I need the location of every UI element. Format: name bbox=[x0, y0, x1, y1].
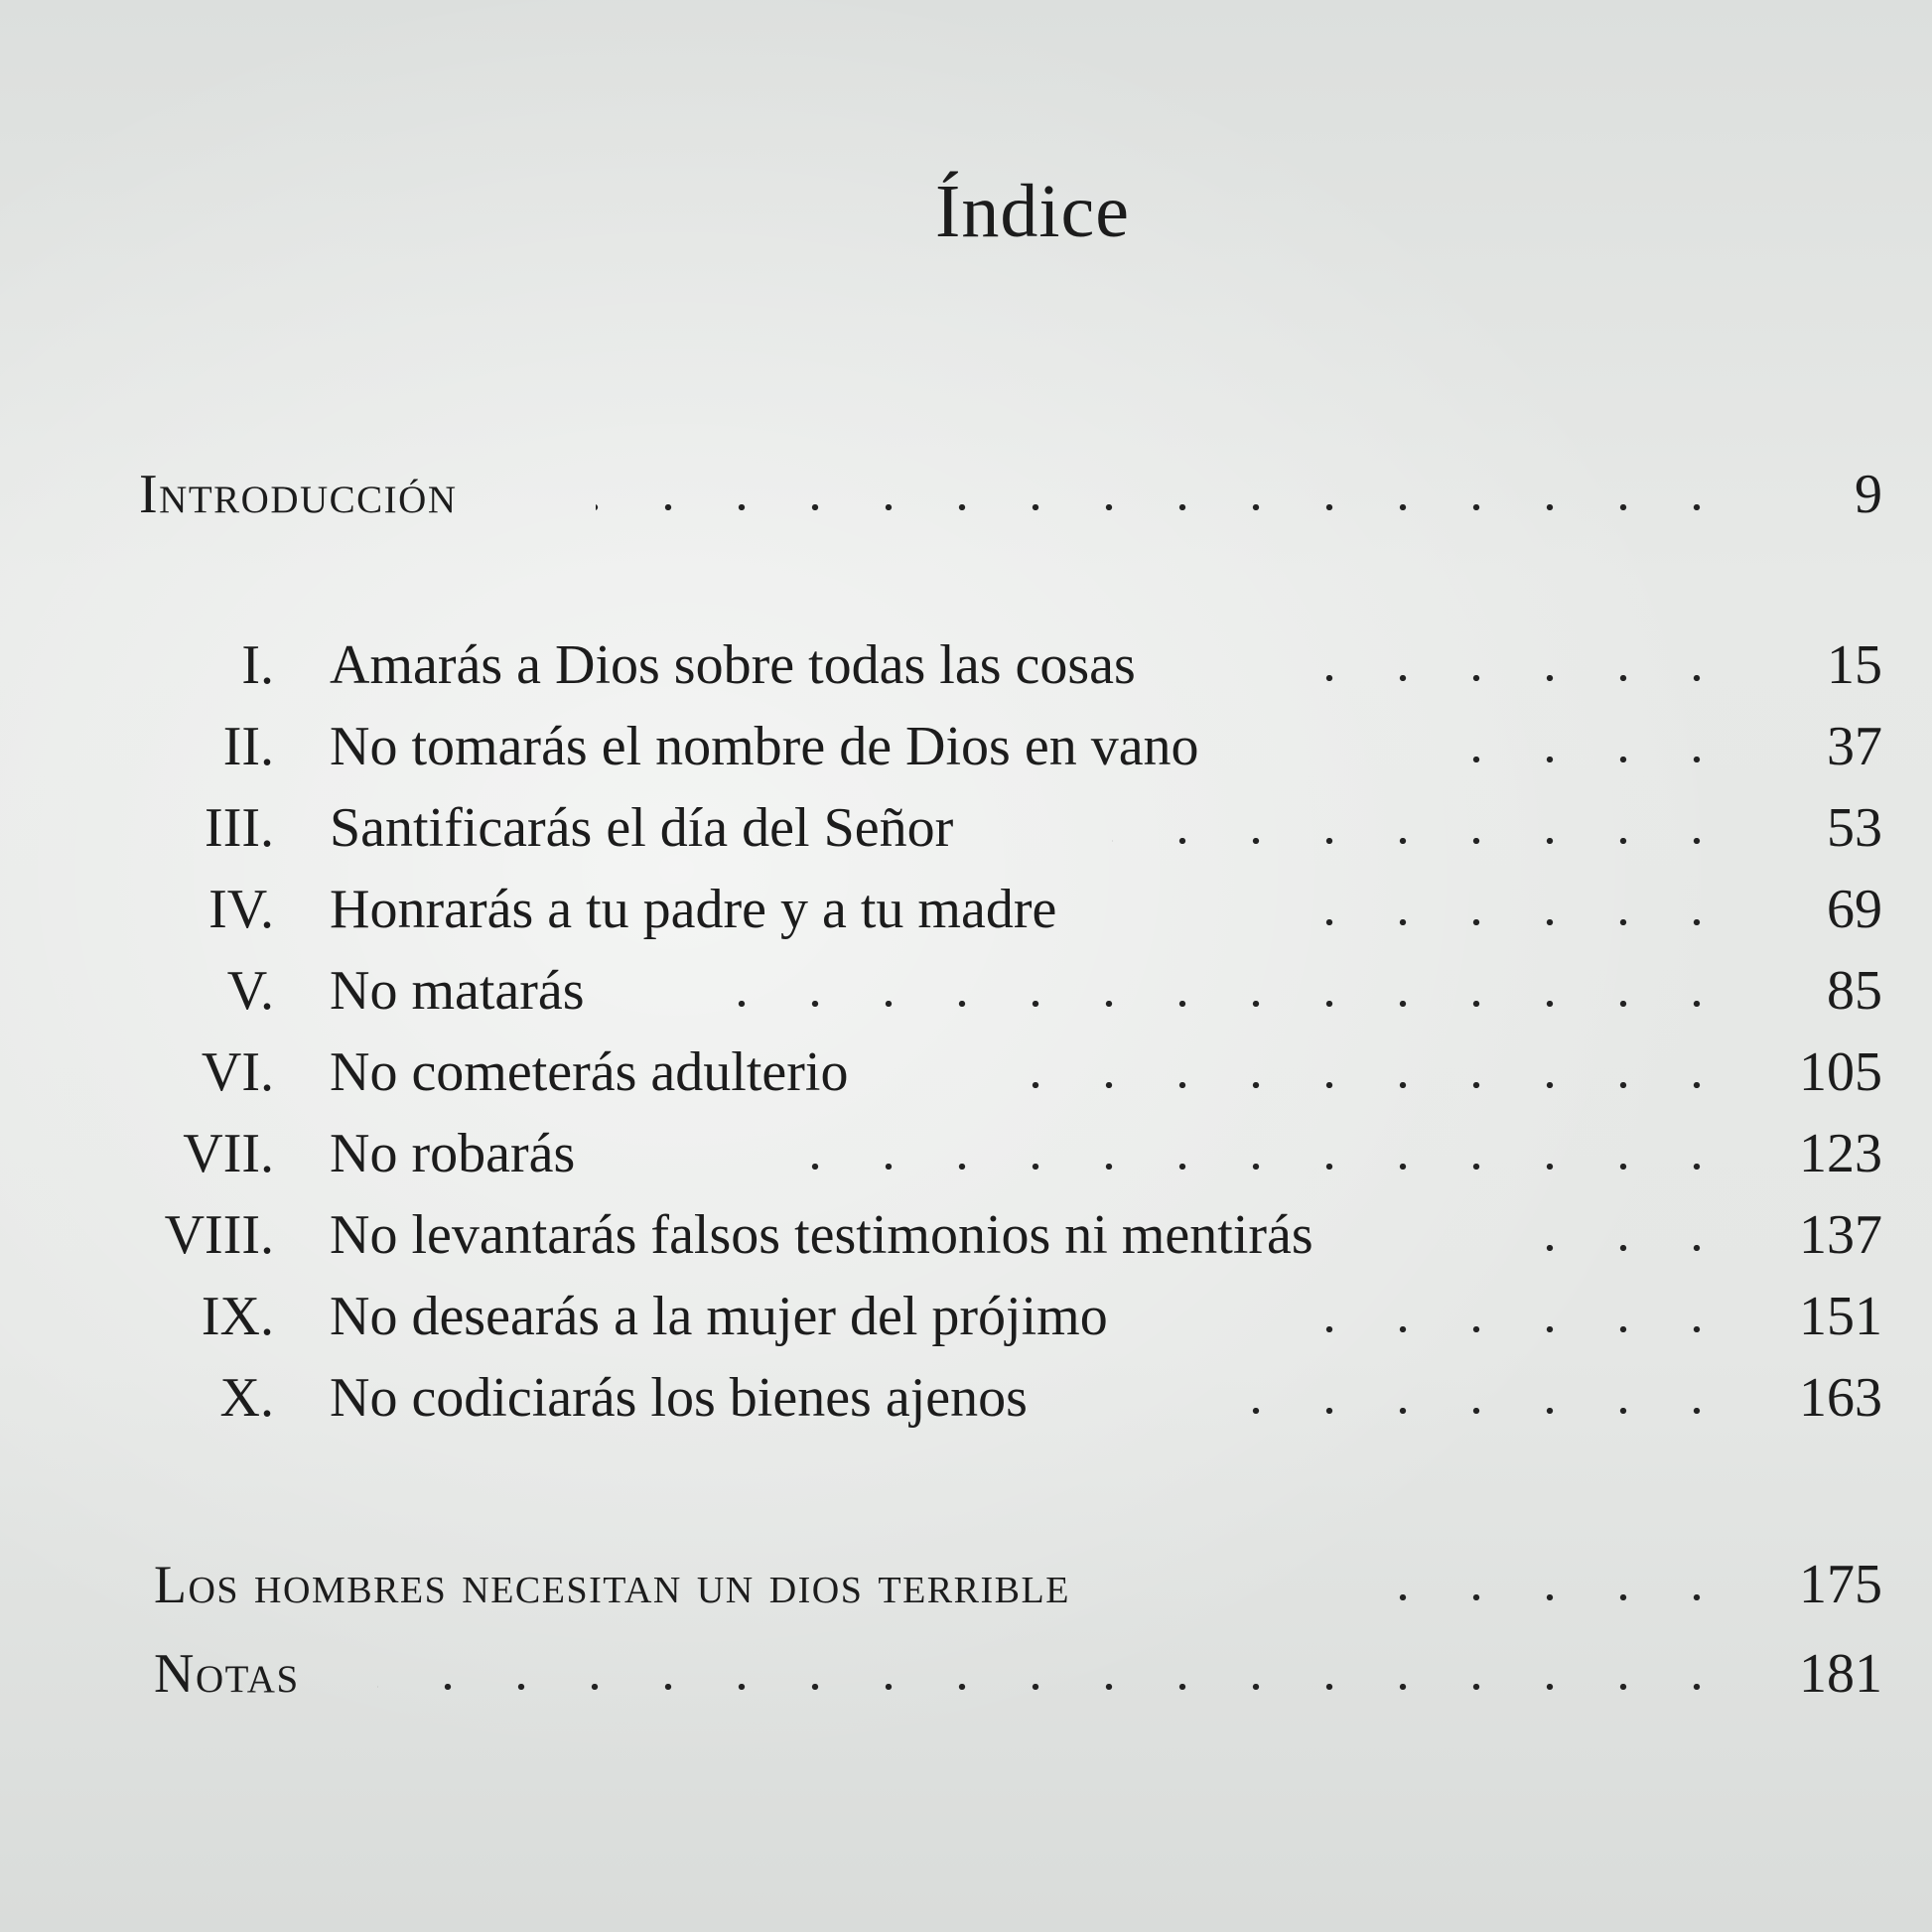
dot-leader bbox=[685, 1001, 1733, 1007]
page-title: Índice bbox=[935, 170, 1130, 253]
toc-entry-chapter bbox=[0, 951, 1932, 1031]
dot-leader bbox=[755, 1164, 1733, 1170]
toc-entry-title: No matarás bbox=[330, 960, 585, 1022]
toc-page-number: 137 bbox=[1799, 1204, 1882, 1266]
chapter-numeral: V. bbox=[226, 960, 274, 1022]
dot-leader bbox=[1320, 1326, 1733, 1332]
toc-entry-title: Santificarás el día del Señor bbox=[330, 797, 954, 859]
chapter-numeral: VIII. bbox=[164, 1204, 274, 1266]
chapter-numeral: VI. bbox=[201, 1041, 274, 1103]
toc-page-number: 181 bbox=[1799, 1643, 1882, 1705]
toc-entry-chapter bbox=[0, 1033, 1932, 1112]
toc-entry-chapter bbox=[0, 707, 1932, 786]
toc-entry-chapter bbox=[0, 1195, 1932, 1275]
dot-leader bbox=[596, 504, 1733, 510]
toc-entry-title: No codiciarás los bienes ajenos bbox=[330, 1367, 1028, 1429]
chapter-numeral: IX. bbox=[201, 1286, 274, 1347]
chapter-numeral: III. bbox=[205, 797, 274, 859]
chapter-numeral: VII. bbox=[183, 1123, 274, 1184]
toc-entry-title: No cometerás adulterio bbox=[330, 1041, 849, 1103]
toc-entry-title: Los hombres necesitan un dios terrible bbox=[154, 1555, 1070, 1614]
toc-entry-title: Honrarás a tu padre y a tu madre bbox=[330, 879, 1057, 940]
toc-page-number: 105 bbox=[1799, 1041, 1882, 1103]
toc-entry-chapter bbox=[0, 625, 1932, 705]
toc-page-number: 85 bbox=[1827, 960, 1882, 1022]
toc-entry-chapter bbox=[0, 870, 1932, 949]
chapter-numeral: X. bbox=[219, 1367, 274, 1429]
toc-page-number: 151 bbox=[1799, 1286, 1882, 1347]
toc-entry-title: No robarás bbox=[330, 1123, 576, 1184]
toc-entry-title: Notas bbox=[154, 1643, 300, 1705]
toc-page-number: 175 bbox=[1799, 1554, 1882, 1615]
toc-entry-chapter bbox=[0, 788, 1932, 868]
toc-entry-chapter bbox=[0, 1114, 1932, 1193]
dot-leader bbox=[1261, 919, 1733, 925]
toc-entry-chapter bbox=[0, 1358, 1932, 1438]
toc-entry-closing bbox=[0, 1545, 1932, 1624]
chapter-numeral: IV. bbox=[208, 879, 274, 940]
toc-page-number: 9 bbox=[1855, 464, 1882, 525]
toc-entry-title: No tomarás el nombre de Dios en vano bbox=[330, 716, 1199, 777]
chapter-numeral: I. bbox=[241, 634, 274, 696]
toc-entry-chapter bbox=[0, 1277, 1932, 1356]
toc-entry-introduction bbox=[0, 455, 1932, 534]
toc-page-number: 69 bbox=[1827, 879, 1882, 940]
toc-entry-title: Amarás a Dios sobre todas las cosas bbox=[330, 634, 1136, 696]
dot-leader bbox=[1509, 1245, 1733, 1251]
dot-leader bbox=[1211, 1408, 1733, 1414]
dot-leader bbox=[1350, 1594, 1733, 1600]
dot-leader bbox=[1430, 757, 1733, 762]
chapter-numeral: II. bbox=[222, 716, 274, 777]
dot-leader bbox=[1320, 675, 1733, 681]
dot-leader bbox=[377, 1684, 1733, 1690]
toc-page-number: 15 bbox=[1827, 634, 1882, 696]
toc-page-number: 123 bbox=[1799, 1123, 1882, 1184]
toc-entry-title: Introducción bbox=[139, 464, 458, 525]
dot-leader bbox=[993, 1082, 1733, 1088]
toc-page-number: 53 bbox=[1827, 797, 1882, 859]
dot-leader bbox=[1112, 838, 1733, 844]
toc-entry-notes bbox=[0, 1634, 1932, 1714]
toc-page-number: 163 bbox=[1799, 1367, 1882, 1429]
toc-entry-title: No desearás a la mujer del prójimo bbox=[330, 1286, 1108, 1347]
toc-page-number: 37 bbox=[1827, 716, 1882, 777]
toc-entry-title: No levantarás falsos testimonios ni mentirás bbox=[330, 1204, 1313, 1266]
